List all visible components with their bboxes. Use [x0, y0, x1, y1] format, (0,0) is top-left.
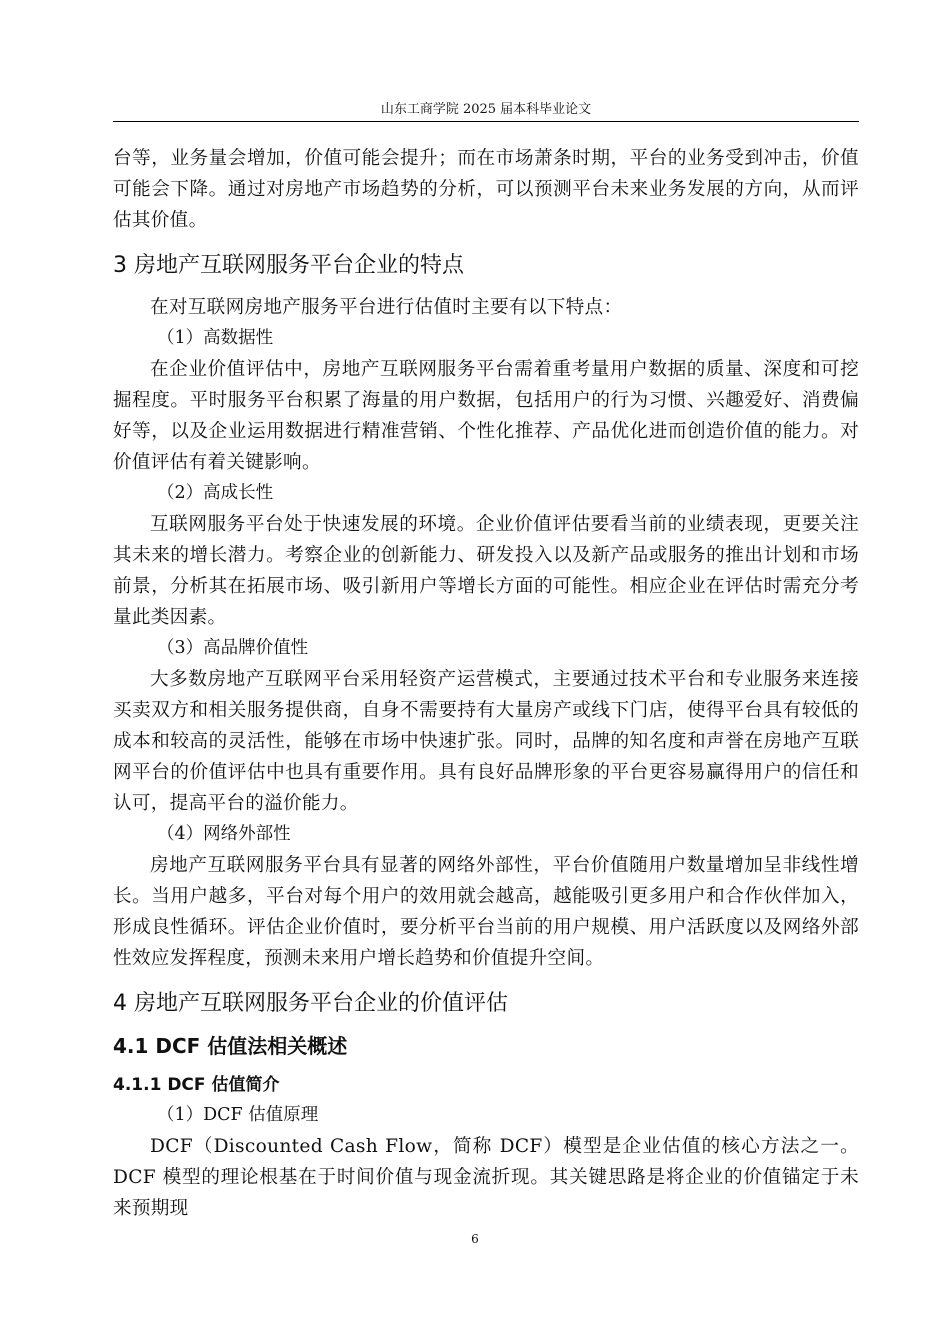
- paragraph: DCF（Discounted Cash Flow，简称 DCF）模型是企业估值的核心方法之一。DCF 模型的理论根基在于时间价值与现金流折现。其关键思路是将企业的价值锚定于未来预期现: [113, 1136, 859, 1219]
- paragraph: 在企业价值评估中，房地产互联网服务平台需着重考量用户数据的质量、深度和可挖掘程度。平时服务平台积累了海量的用户数据，包括用户的行为习惯、兴趣爱好、消费偏好等，以及企业运用数据进行精准营销、个性化推荐、产品优化进而创造价值的能力。对价值评估有着关键影响。: [113, 359, 859, 473]
- running-header: 山东工商学院 2025 届本科毕业论文: [380, 102, 592, 117]
- subsection-label: （2）高成长性: [157, 483, 274, 503]
- section-heading: 4 房地产互联网服务平台企业的价值评估: [113, 991, 508, 1016]
- paragraph: 房地产互联网服务平台具有显著的网络外部性，平台价值随用户数量增加呈非线性增长。当用户越多，平台对每个用户的效用就会越高，越能吸引更多用户和合作伙伴加入，形成良性循环。评估企业价值时，要分析平台当前的用户规模、用户活跃度以及网络外部性效应发挥程度，预测未来用户增长趋势和价值提升空间。: [113, 855, 859, 969]
- paragraph: 大多数房地产互联网平台采用轻资产运营模式，主要通过技术平台和专业服务来连接买卖双方和相关服务提供商，自身不需要持有大量房产或线下门店，使得平台具有较低的成本和较高的灵活性，能够在市场中快速扩张。同时，品牌的知名度和声誉在房地产互联网平台的价值评估中也具有重要作用。具有良好品牌形象的平台更容易赢得用户的信任和认可，提高平台的溢价能力。: [113, 669, 859, 814]
- subsection-label: （3）高品牌价值性: [157, 638, 309, 658]
- header-rule: [113, 121, 859, 122]
- subsection-heading: 4.1 DCF 估值法相关概述: [113, 1034, 348, 1058]
- subsection-label: （1）高数据性: [157, 328, 274, 348]
- subsubsection-heading: 4.1.1 DCF 估值简介: [113, 1075, 280, 1095]
- paragraph: 在对互联网房地产服务平台进行估值时主要有以下特点：: [150, 297, 623, 318]
- paragraph: 台等，业务量会增加，价值可能会提升；而在市场萧条时期，平台的业务受到冲击，价值可能会下降。通过对房地产市场趋势的分析，可以预测平台未来业务发展的方向，从而评估其价值。: [113, 148, 859, 231]
- page-number: 6: [471, 1232, 479, 1246]
- subsection-label: （4）网络外部性: [157, 824, 291, 844]
- section-heading: 3 房地产互联网服务平台企业的特点: [113, 253, 464, 278]
- paragraph: 互联网服务平台处于快速发展的环境。企业价值评估要看当前的业绩表现，更要关注其未来的增长潜力。考察企业的创新能力、研发投入以及新产品或服务的推出计划和市场前景，分析其在拓展市场、吸引新用户等增长方面的可能性。相应企业在评估时需充分考量此类因素。: [113, 514, 859, 628]
- subsection-label: （1）DCF 估值原理: [157, 1105, 319, 1125]
- page-body: [113, 143, 859, 1224]
